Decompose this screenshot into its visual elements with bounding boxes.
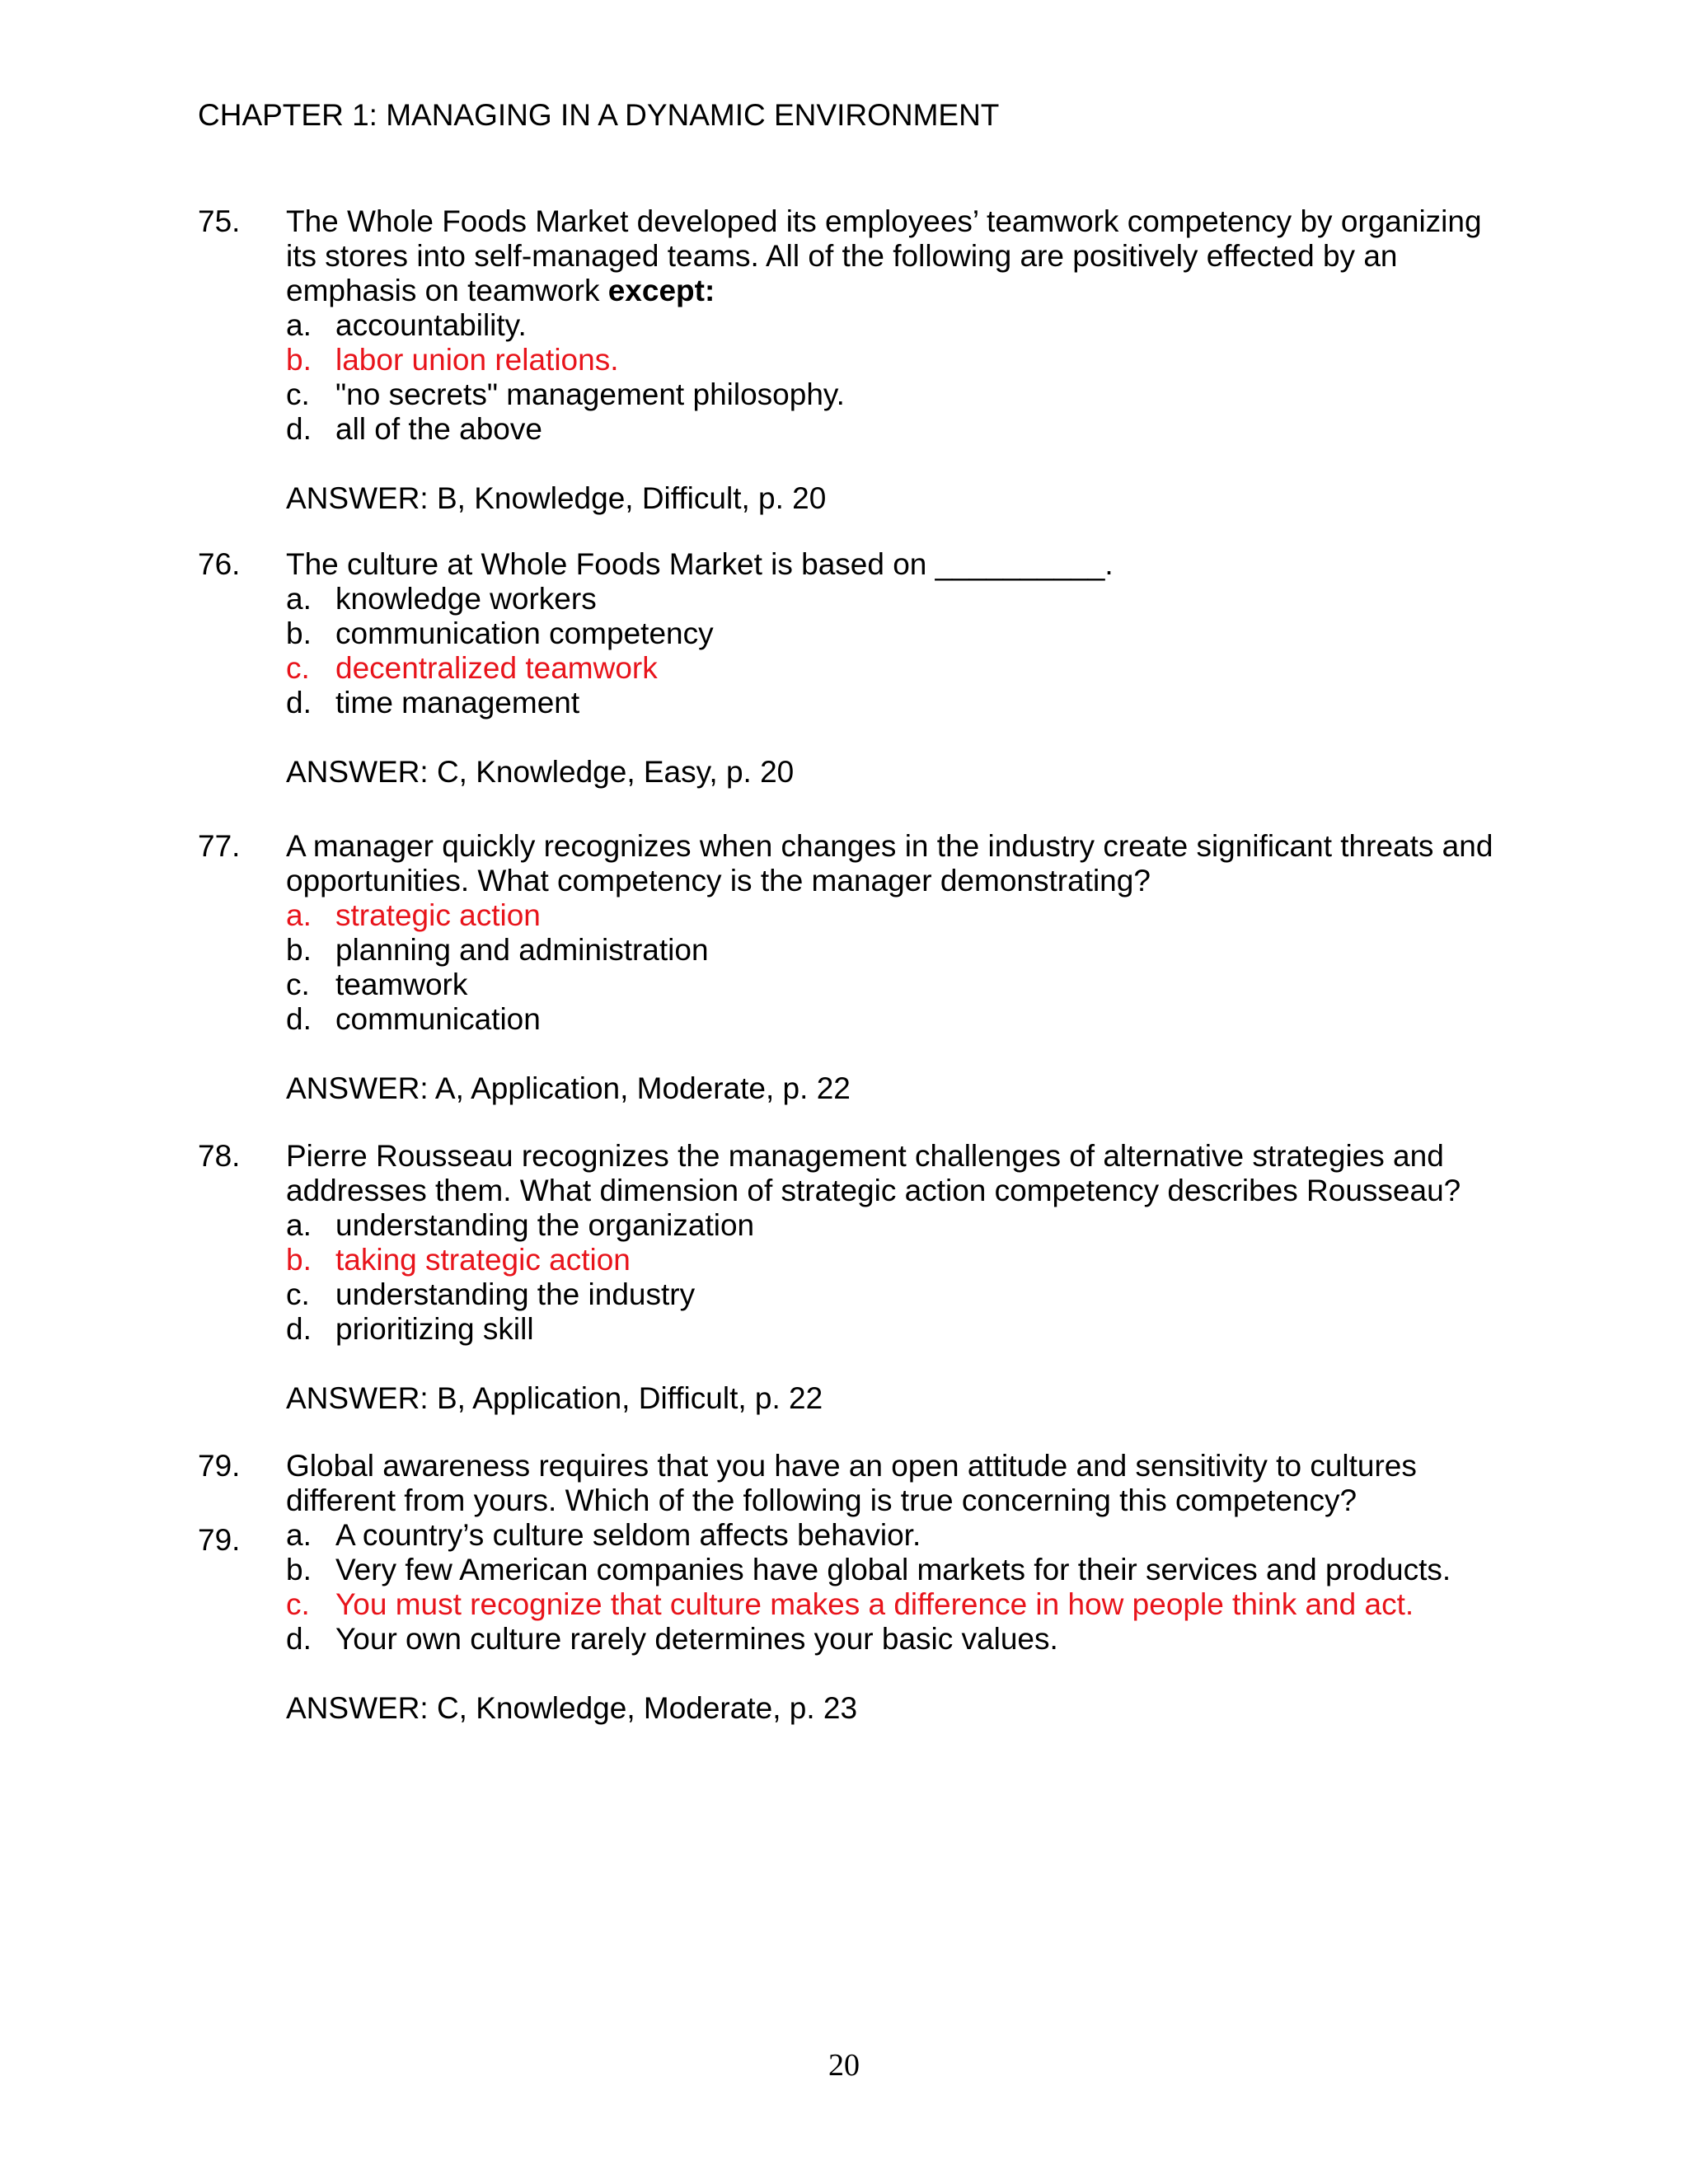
option-d: d. communication [286, 1002, 541, 1036]
question-number: 78. [198, 1139, 241, 1173]
question-stem: The Whole Foods Market developed its employees’ teamwork competency by organizing its stores into self-managed teams. All of the following are positively effected by an emphasis on teamwork except: [286, 204, 1482, 307]
answer-key: ANSWER: C, Knowledge, Moderate, p. 23 [286, 1691, 858, 1725]
question-body [286, 547, 1500, 790]
option-d: d. Your own culture rarely determines your basic values. [286, 1622, 1058, 1656]
answer-key: ANSWER: B, Application, Difficult, p. 22 [286, 1381, 823, 1415]
chapter-header: CHAPTER 1: MANAGING IN A DYNAMIC ENVIRONMENT [198, 98, 1000, 132]
option-c: c. "no secrets" management philosophy. [286, 377, 845, 411]
option-c: c. understanding the industry [286, 1277, 696, 1311]
question-77 [198, 829, 1500, 1106]
question-75 [198, 204, 1500, 516]
question-76 [198, 547, 1500, 790]
question-stem: The culture at Whole Foods Market is based on __________. [286, 547, 1114, 581]
option-c: c. teamwork [286, 968, 468, 1001]
option-b: b. planning and administration [286, 933, 709, 967]
question-number: 77. [198, 829, 241, 863]
option-a: a. accountability. [286, 308, 527, 342]
question-body [286, 829, 1500, 1106]
question-number: 79. [198, 1449, 241, 1483]
page-number: 20 [828, 2048, 860, 2083]
emphasis-except: except: [607, 274, 715, 307]
option-b: b. communication competency [286, 616, 714, 650]
option-a: a. A country’s culture seldom affects behavior. [286, 1518, 921, 1552]
option-c-correct: c. decentralized teamwork [286, 651, 658, 685]
option-b: b. Very few American companies have global markets for their services and products. [286, 1553, 1451, 1586]
option-b-correct: b. taking strategic action [286, 1243, 631, 1277]
question-number: 76. [198, 547, 241, 581]
question-79 [198, 1449, 1500, 1726]
answer-key: ANSWER: A, Application, Moderate, p. 22 [286, 1071, 851, 1105]
option-a-correct: a. strategic action [286, 898, 541, 932]
question-stem: Pierre Rousseau recognizes the management challenges of alternative strategies and addresses them. What dimension of strategic action competency describes Rousseau? [286, 1139, 1461, 1207]
answer-key: ANSWER: C, Knowledge, Easy, p. 20 [286, 755, 795, 789]
question-78 [198, 1139, 1500, 1416]
question-stem: Global awareness requires that you have an open attitude and sensitivity to cultures different from yours. Which of the following is true concerning this competency? [286, 1449, 1417, 1517]
option-a: a. knowledge workers [286, 582, 597, 616]
question-body [286, 1449, 1500, 1726]
option-b-correct: b. labor union relations. [286, 343, 619, 377]
option-a: a. understanding the organization [286, 1208, 755, 1242]
question-body [286, 204, 1500, 516]
option-d: d. all of the above [286, 412, 542, 446]
answer-key: ANSWER: B, Knowledge, Difficult, p. 20 [286, 481, 827, 515]
option-c-correct: c. You must recognize that culture makes a difference in how people think and act. [286, 1587, 1414, 1621]
duplicate-question-number: 79. [198, 1523, 241, 1557]
question-body [286, 1139, 1500, 1416]
question-stem: A manager quickly recognizes when changes in the industry create significant threats and opportunities. What competency is the manager demonstrating? [286, 829, 1493, 898]
option-d: d. prioritizing skill [286, 1312, 534, 1346]
question-number: 75. [198, 204, 241, 238]
option-d: d. time management [286, 686, 580, 719]
